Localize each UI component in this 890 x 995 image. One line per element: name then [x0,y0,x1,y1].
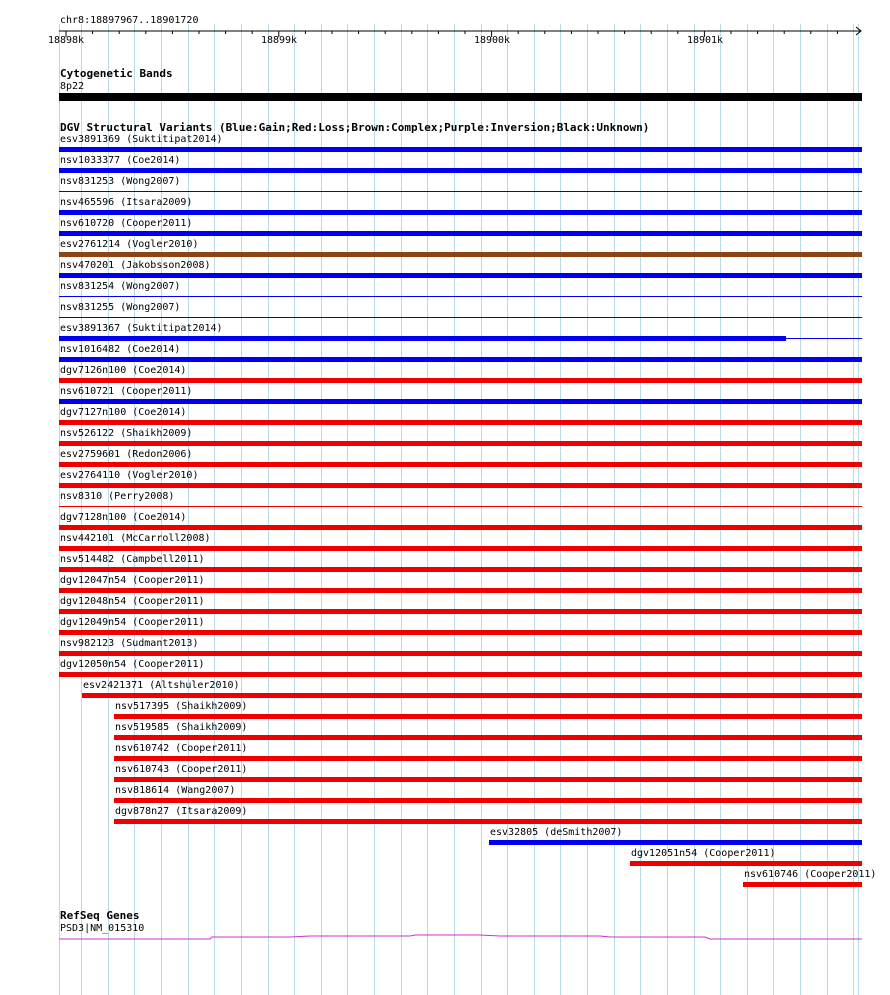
dgv-feature-label[interactable]: esv2761214 (Vogler2010) [60,239,199,250]
dgv-feature-bar[interactable] [59,651,862,656]
dgv-feature-label[interactable]: nsv519585 (Shaikh2009) [115,722,248,733]
dgv-feature-label[interactable]: nsv831255 (Wong2007) [60,302,181,313]
dgv-feature-bar[interactable] [59,546,862,551]
dgv-feature-label[interactable]: nsv610746 (Cooper2011) [744,869,877,880]
dgv-feature-extension[interactable] [786,338,862,339]
dgv-feature-bar[interactable] [743,882,862,887]
refseq-gene-label[interactable]: PSD3|NM_015310 [60,923,145,934]
dgv-feature-label[interactable]: nsv818614 (Wang2007) [115,785,236,796]
dgv-feature-bar[interactable] [59,357,862,362]
dgv-feature-label[interactable]: dgv12051n54 (Cooper2011) [631,848,776,859]
ruler-tick-label: 18899k [260,35,298,46]
dgv-feature-label[interactable]: nsv517395 (Shaikh2009) [115,701,248,712]
dgv-feature-label[interactable]: nsv514482 (Campbell2011) [60,554,205,565]
dgv-feature-bar[interactable] [59,317,862,318]
ruler-tick-label: 18898k [47,35,85,46]
region-label: chr8:18897967..18901720 [60,15,199,26]
dgv-feature-label[interactable]: nsv610721 (Cooper2011) [60,386,193,397]
dgv-feature-label[interactable]: nsv1033377 (Coe2014) [60,155,181,166]
ruler-tick-label: 18901k [686,35,724,46]
dgv-feature-label[interactable]: nsv610720 (Cooper2011) [60,218,193,229]
dgv-feature-bar[interactable] [59,420,862,425]
dgv-feature-bar[interactable] [59,672,862,677]
refseq-gene-model[interactable] [0,928,890,948]
dgv-feature-label[interactable]: nsv526122 (Shaikh2009) [60,428,193,439]
dgv-feature-bar[interactable] [59,336,786,341]
dgv-feature-bar[interactable] [59,273,862,278]
dgv-feature-label[interactable]: nsv610742 (Cooper2011) [115,743,248,754]
dgv-feature-label[interactable]: dgv7127n100 (Coe2014) [60,407,187,418]
dgv-feature-label[interactable]: dgv7128n100 (Coe2014) [60,512,187,523]
dgv-feature-bar[interactable] [114,798,862,803]
cytoband-bar[interactable] [59,93,862,101]
refseq-track-title: RefSeq Genes [60,909,140,922]
dgv-feature-label[interactable]: esv2421371 (Altshuler2010) [83,680,240,691]
dgv-feature-bar[interactable] [59,441,862,446]
dgv-feature-bar[interactable] [59,168,862,173]
cytoband-track-title: Cytogenetic Bands [60,67,173,80]
dgv-feature-bar[interactable] [59,483,862,488]
dgv-feature-label[interactable]: dgv7126n100 (Coe2014) [60,365,187,376]
dgv-feature-bar[interactable] [59,147,862,152]
dgv-track-title: DGV Structural Variants (Blue:Gain;Red:Loss;Brown:Complex;Purple:Inversion;Black:Unknown) [60,121,650,134]
dgv-feature-bar[interactable] [59,231,862,236]
dgv-feature-label[interactable]: nsv442101 (McCarroll2008) [60,533,211,544]
dgv-feature-label[interactable]: dgv878n27 (Itsara2009) [115,806,248,817]
dgv-feature-label[interactable]: dgv12048n54 (Cooper2011) [60,596,205,607]
dgv-feature-bar[interactable] [630,861,862,866]
dgv-feature-label[interactable]: nsv1016482 (Coe2014) [60,344,181,355]
dgv-feature-label[interactable]: nsv470201 (Jakobsson2008) [60,260,211,271]
dgv-feature-bar[interactable] [59,525,862,530]
dgv-feature-bar[interactable] [59,462,862,467]
dgv-feature-bar[interactable] [59,588,862,593]
dgv-feature-bar[interactable] [59,296,862,297]
dgv-feature-bar[interactable] [59,399,862,404]
dgv-feature-bar[interactable] [489,840,862,845]
dgv-feature-bar[interactable] [59,567,862,572]
dgv-feature-bar[interactable] [59,191,862,192]
dgv-feature-label[interactable]: nsv465596 (Itsara2009) [60,197,193,208]
dgv-feature-label[interactable]: nsv831253 (Wong2007) [60,176,181,187]
ruler-tick-label: 18900k [473,35,511,46]
gene-intron-line [59,935,862,939]
dgv-feature-bar[interactable] [59,210,862,215]
dgv-feature-bar[interactable] [59,378,862,383]
scale-ruler [0,22,890,62]
cytoband-label[interactable]: 8p22 [60,81,85,92]
dgv-feature-bar[interactable] [59,252,862,257]
dgv-feature-bar[interactable] [114,756,862,761]
dgv-feature-label[interactable]: dgv12047n54 (Cooper2011) [60,575,205,586]
dgv-feature-bar[interactable] [114,735,862,740]
dgv-feature-label[interactable]: esv32805 (deSmith2007) [490,827,623,838]
dgv-feature-label[interactable]: nsv8310 (Perry2008) [60,491,175,502]
dgv-feature-label[interactable]: esv2759601 (Redon2006) [60,449,193,460]
dgv-feature-bar[interactable] [114,819,862,824]
dgv-feature-label[interactable]: nsv982123 (Sudmant2013) [60,638,199,649]
dgv-feature-bar[interactable] [59,630,862,635]
dgv-feature-label[interactable]: nsv831254 (Wong2007) [60,281,181,292]
dgv-feature-label[interactable]: esv3891369 (Suktitipat2014) [60,134,223,145]
dgv-feature-bar[interactable] [114,777,862,782]
dgv-feature-bar[interactable] [82,693,862,698]
dgv-feature-label[interactable]: nsv610743 (Cooper2011) [115,764,248,775]
dgv-feature-label[interactable]: dgv12050n54 (Cooper2011) [60,659,205,670]
dgv-feature-bar[interactable] [59,506,862,507]
dgv-feature-label[interactable]: esv3891367 (Suktitipat2014) [60,323,223,334]
dgv-feature-label[interactable]: dgv12049n54 (Cooper2011) [60,617,205,628]
dgv-feature-bar[interactable] [114,714,862,719]
dgv-feature-label[interactable]: esv2764110 (Vogler2010) [60,470,199,481]
dgv-feature-bar[interactable] [59,609,862,614]
